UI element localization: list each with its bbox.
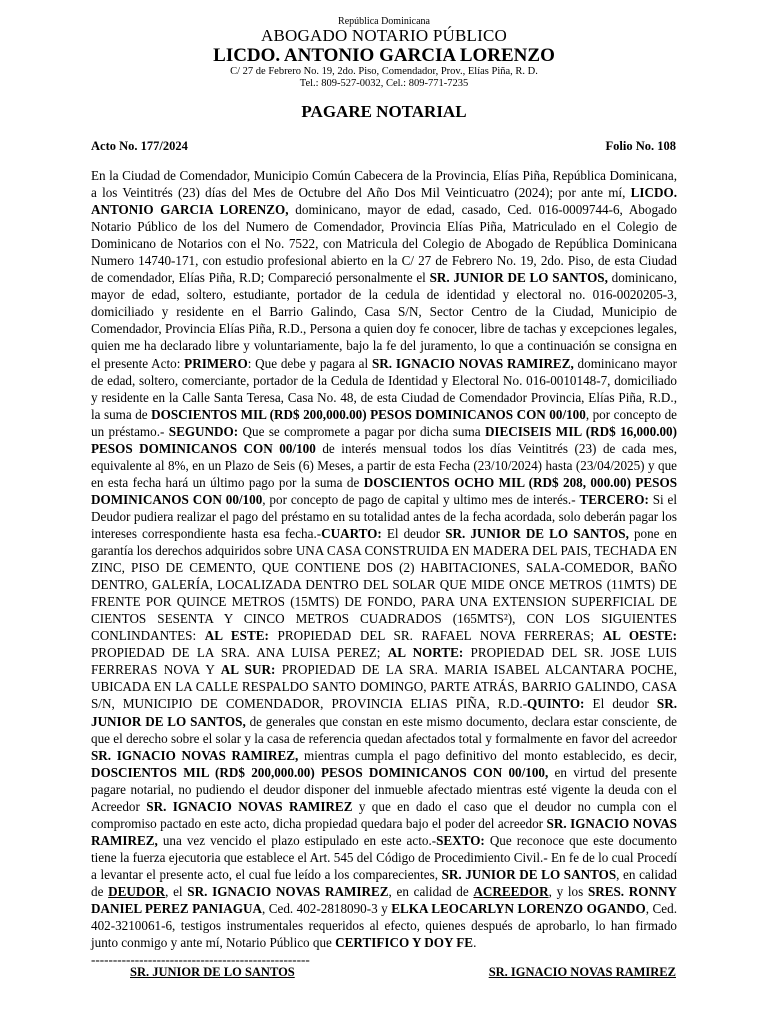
role-deudor-underlined: DEUDOR <box>108 883 166 899</box>
body-text-12: pone en garantía los derechos adquiridos sobre UNA CASA CONSTRUIDA EN MADERA DEL PAIS, TECHADA EN ZINC, PISO DE CEMENTO, QUE CONTIENE DOS (2) HABITACIONES, SALA-COMEDOR, BAÑO DENTRO, GALERÍA, LOCALIZADA DENTRO DEL SOLAR QUE MIDE ONCE METROS (11MTS) DE FRENTE POR QUINCE METROS (15MTS) DE FONDO, PARA UNA EXTENSION SUPERFICIAL DE CIENTOS SESENTA Y CINCO METROS CUADRADOS (165MTS²), CON LOS SIGUIENTES CONLINDANTES: <box>91 525 677 644</box>
body-text-3: dominicano, mayor de edad, soltero, estudiante, portador de la cedula de identidad y electoral no. 016-0020205-3, domiciliado y residente en el Barrio Galindo, Casa S/N, Sector Centro de la Ciudad, Municipio de Comendador, Provincia Elías Piña, R.D., Persona a quien doy fe conocer, libre de tachas y excepciones legales, quien me ha declarado libre y voluntariamente, bajo la fe del juramento, lo que a continuación se consigna en el presente Acto: <box>91 270 677 371</box>
body-text-20: en virtud del presente pagare notarial, no pudiendo el deudor disponer del inmueble afectado mientras esté vigente la deuda con el Acreedor <box>91 764 677 814</box>
body-text-24: , en calidad de <box>91 866 678 899</box>
boundary-east: AL ESTE: <box>204 628 269 644</box>
header-country: República Dominicana <box>338 16 430 27</box>
body-text-6: , por concepto de un préstamo.- <box>91 406 677 439</box>
interest-amount-bold: DIECISEIS MIL (RD$ 16,000.00) PESOS DOMINICANOS CON 00/100 <box>91 423 678 456</box>
body-text-21: y que en dado el caso que el deudor no cumpla con el compromiso pactado en este acto, dicha propiedad quedara bajo el poder del acreedor <box>91 798 677 831</box>
body-text-4: : Que debe y pagara al <box>247 355 372 371</box>
role-acreedor-underlined: ACREEDOR <box>473 883 549 899</box>
header-address: C/ 27 de Febrero No. 19, 2do. Piso, Comendador, Prov., Elías Piña, R. D. <box>230 66 538 77</box>
body-text-10: Si el Deudor pudiera realizar el pago del préstamo en su totalidad antes de la fecha acordada, solo deberán pagar los intereses correspondiente hasta esa fecha.- <box>91 491 678 541</box>
body-text-22: una vez vencido el plazo estipulado en este acto.- <box>157 832 437 848</box>
body-text-7: Que se compromete a pagar por dicha suma <box>238 423 485 439</box>
folio-number: Folio No. 108 <box>605 139 676 153</box>
body-text-11: El deudor <box>381 525 446 541</box>
body-text-15: PROPIEDAD DEL SR. JOSE LUIS FERRERAS NOVA Y <box>91 645 677 678</box>
clause-quinto: QUINTO: <box>526 696 585 712</box>
witness-two-bold: ELKA LEOCARLYN LORENZO OGANDO <box>391 901 646 917</box>
debtor-name-bold: SR. JUNIOR DE LO SANTOS, <box>445 525 629 541</box>
body-text-23: Que reconoce que este documento tiene la fuerza ejecutoria que establece el Art. 545 del Código de Procedimiento Civil.- En fe de lo cual Procedí a levantar el presente acto, el cual fue leído a los comparecientes, <box>91 832 677 882</box>
creditor-name-bold: SR. IGNACIO NOVAS RAMIREZ, <box>91 747 299 763</box>
body-text-16: PROPIEDAD DE LA SRA. MARIA ISABEL ALCANTARA POCHE, UBICADA EN LA CALLE RESPALDO SANTO DOMINGO, PARTE ATRÁS, BARRIO GALINDO, CASA S/N, MUNICIPIO DE COMENDADOR, PROVINCIA ELIAS PIÑA, R.D.- <box>91 662 677 712</box>
witness-one-bold: SRES. RONNY DANIEL PEREZ PANIAGUA <box>91 883 677 917</box>
body-text-26: , en calidad de <box>388 883 474 899</box>
body-text-8: de interés mensual todos los días Veintitrés (23) de cada mes, equivalente al 8%, en un Plazo de Seis (6) Meses, a partir de esta Fecha (23/10/2024) hasta (23/04/2025) y que en esta fecha hará un último pago por la suma de <box>91 440 677 490</box>
header-phones: Tel.: 809-527-0032, Cel.: 809-771-7235 <box>299 78 469 89</box>
body-text-29: , Ced. 402-3210061-6, testigos instrumentales requeridos al efecto, quienes después de aprobarlo, lo han firmado junto conmigo y ante mí, Notario Público que <box>91 901 677 951</box>
closing-rule: -------------------------------------------------- <box>91 952 310 968</box>
final-payment-bold: DOSCIENTOS OCHO MIL (RD$ 208, 000.00) PESOS DOMINICANOS CON 00/100 <box>91 474 678 507</box>
boundary-south: AL SUR: <box>220 662 276 678</box>
body-text-17: El deudor <box>584 696 657 712</box>
clause-segundo: SEGUNDO: <box>168 423 239 439</box>
signature-creditor: SR. IGNACIO NOVAS RAMIREZ <box>488 965 676 979</box>
body-text-13: PROPIEDAD DEL SR. RAFAEL NOVA FERRERAS; <box>268 628 603 644</box>
body-text-1: En la Ciudad de Comendador, Municipio Común Cabecera de la Provincia, Elías Piña, República Dominicana, a los Veintitrés (23) días del Mes de Octubre del Año Dos Mil Veinticuatro (2024); por ante mí, <box>91 168 677 201</box>
body-text-25: , el <box>165 883 188 899</box>
body-text-2: dominicano, mayor de edad, casado, Ced. 016-0009744-6, Abogado Notario Público de los del Numero de Comendador, Provincia Elías Piña, Matriculado en el Colegio de Dominicano de Notarios con el No. 7522, con Matricula del Colegio de Abogado de República Dominicana Numero 14740-171, con estudio profesional abierto en la C/ 27 de Febrero No. 19, 2do. Piso, de esta Ciudad de comendador, Elías Piña, R.D; Compareció personalmente el <box>91 202 677 286</box>
header-notary-name: LICDO. ANTONIO GARCIA LORENZO <box>213 45 555 66</box>
body-text-19: mientras cumpla el pago definitivo del monto establecido, es decir, <box>298 747 677 763</box>
loan-amount-bold: DOSCIENTOS MIL (RD$ 200,000.00) PESOS DOMINICANOS CON 00/100, <box>91 764 549 780</box>
document-title: PAGARE NOTARIAL <box>301 102 467 121</box>
body-text-30: . <box>473 935 477 951</box>
body-text-28: , Ced. 402-2818090-3 y <box>261 901 392 917</box>
header-role: ABOGADO NOTARIO PÚBLICO <box>261 26 507 45</box>
boundary-west: AL OESTE: <box>602 628 678 644</box>
notary-name-bold: LICDO. ANTONIO GARCIA LORENZO, <box>91 185 677 218</box>
boundary-north: AL NORTE: <box>387 645 464 661</box>
loan-amount-bold: DOSCIENTOS MIL (RD$ 200,000.00) PESOS DOMINICANOS CON 00/100 <box>151 406 586 422</box>
body-text-5: dominicano mayor de edad, soltero, comerciante, portador de la Cedula de Identidad y Electoral No. 016-0010148-7, domiciliado y residente en la Calle Santa Teresa, Casa No. 48, de esta Ciudad de Comendador Provincia, Elías Piña, R.D., la suma de <box>91 355 677 422</box>
acto-number: Acto No. 177/2024 <box>91 139 188 153</box>
clause-sexto: SEXTO: <box>436 832 485 848</box>
creditor-name-bold: SR. IGNACIO NOVAS RAMIREZ <box>187 883 389 899</box>
debtor-name-bold: SR. JUNIOR DE LO SANTOS, <box>429 270 608 286</box>
signature-debtor: SR. JUNIOR DE LO SANTOS <box>130 965 295 979</box>
body-text-27: , y los <box>548 883 588 899</box>
document-body <box>91 167 677 968</box>
creditor-name-bold: SR. IGNACIO NOVAS RAMIREZ, <box>371 355 574 371</box>
body-text-9: , por concepto de pago de capital y ultimo mes de interés.- <box>262 491 580 507</box>
role-acreedor <box>473 884 548 899</box>
creditor-name-bold: SR. IGNACIO NOVAS RAMIREZ, <box>91 815 677 848</box>
clause-tercero: TERCERO: <box>579 491 649 507</box>
certification-bold: CERTIFICO Y DOY FE <box>335 935 474 951</box>
body-text-18: de generales que constan en este mismo documento, declara estar consciente, de que el derecho sobre el solar y la casa de referencia quedan afectados total y formalmente en favor del acreedor <box>91 713 677 746</box>
debtor-name-bold: SR. JUNIOR DE LO SANTOS <box>441 866 617 882</box>
clause-cuarto: CUARTO: <box>321 525 382 541</box>
body-text-14: PROPIEDAD DE LA SRA. ANA LUISA PEREZ; <box>91 645 388 661</box>
creditor-name-bold: SR. IGNACIO NOVAS RAMIREZ <box>146 798 353 814</box>
role-deudor <box>108 884 165 899</box>
debtor-name-bold: SR. JUNIOR DE LO SANTOS, <box>91 696 678 729</box>
clause-primero: PRIMERO <box>184 355 248 371</box>
